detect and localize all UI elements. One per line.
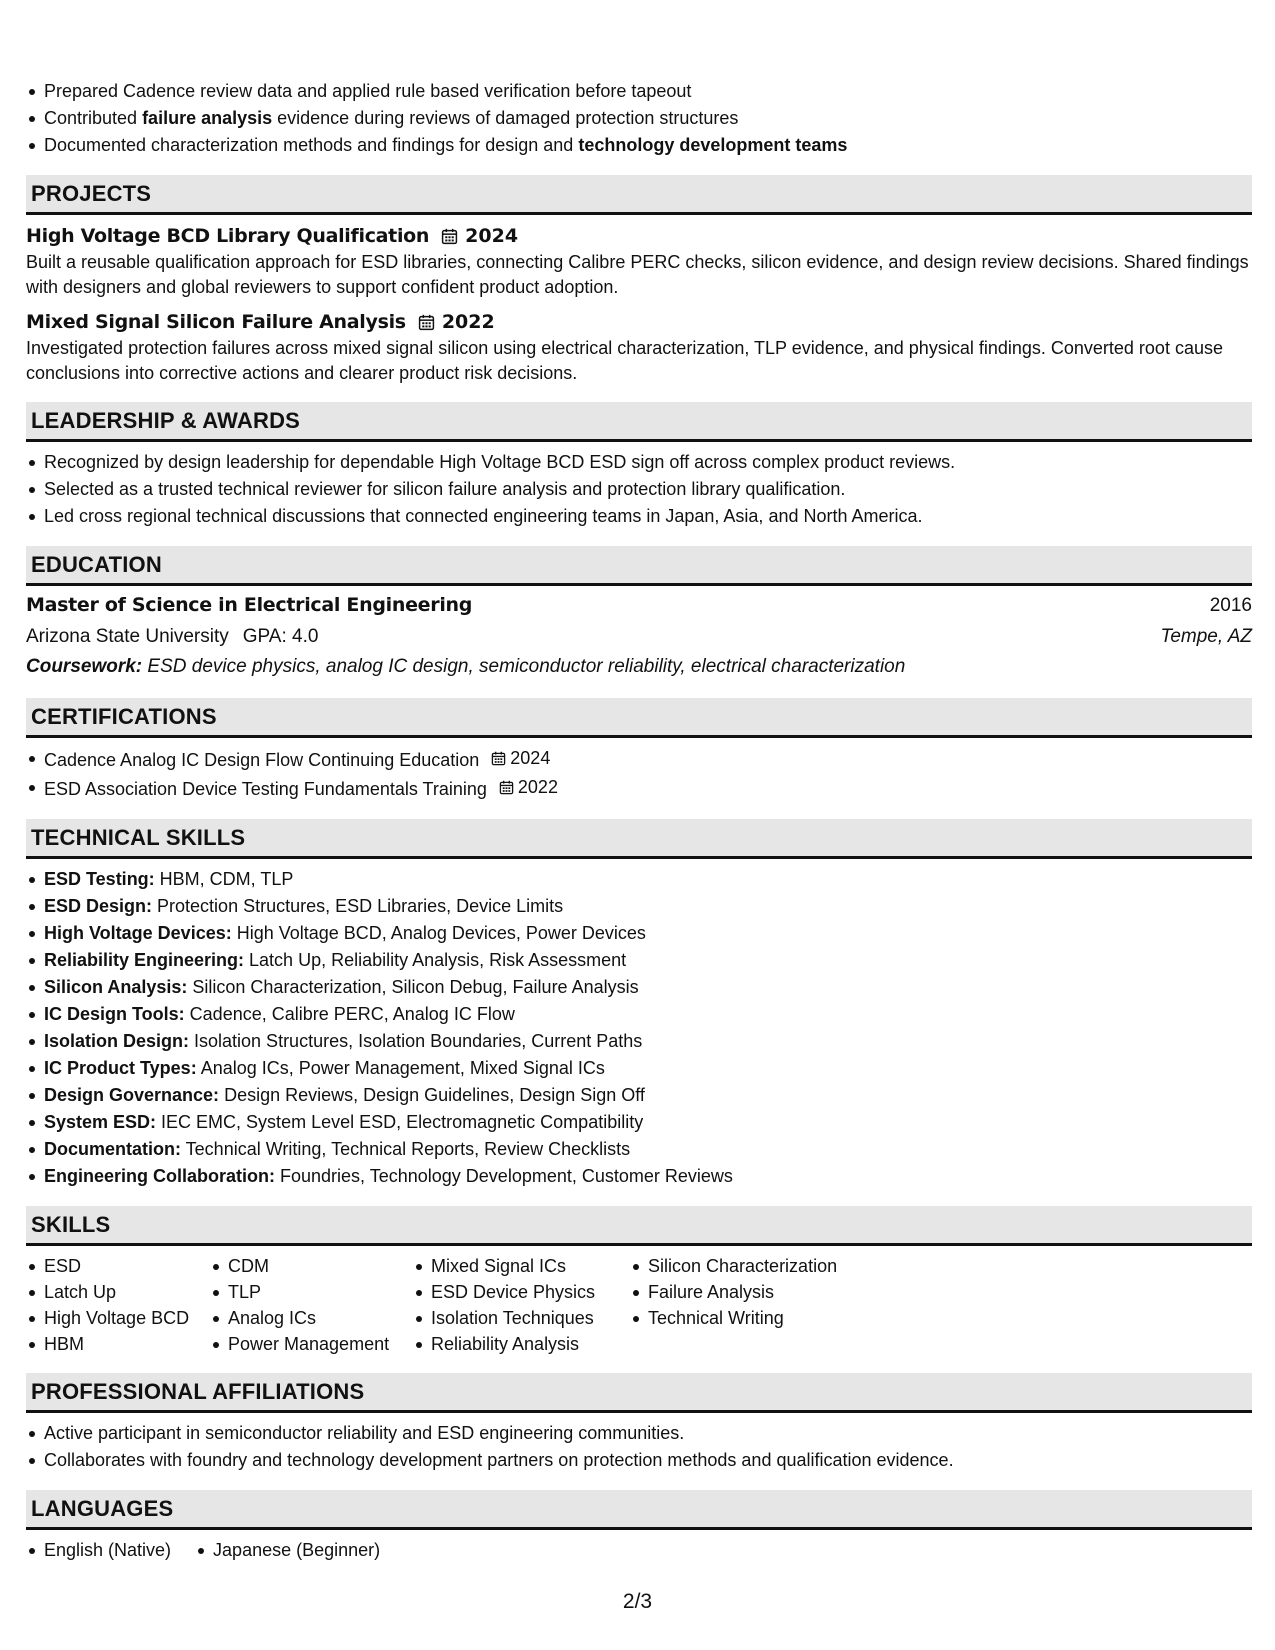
page-number: 2/3 xyxy=(622,1590,653,1613)
project-title: Mixed Signal Silicon Failure Analysis 2022 xyxy=(26,311,495,333)
skills-section xyxy=(26,1206,1252,1357)
list-item: Silicon Characterization xyxy=(630,1253,837,1279)
experience-bullets xyxy=(26,78,1252,159)
list-item: ESD Device Physics xyxy=(413,1279,630,1305)
list-item: Documentation: Technical Writing, Technical Reports, Review Checklists xyxy=(26,1136,1252,1163)
list-item: Analog ICs xyxy=(210,1305,413,1331)
list-item: Selected as a trusted technical reviewer for silicon failure analysis and protection library qualification. xyxy=(26,476,1252,503)
section-heading: LEADERSHIP & AWARDS xyxy=(26,402,1252,442)
coursework: Coursework: ESD device physics, analog IC design, semiconductor reliability, electrical characterization xyxy=(26,656,906,677)
list-item: Collaborates with foundry and technology development partners on protection methods and qualification evidence. xyxy=(26,1447,1252,1474)
list-item: Japanese (Beginner) xyxy=(195,1537,380,1563)
degree-title: Master of Science in Electrical Engineering xyxy=(26,594,473,616)
leadership-section xyxy=(26,402,1252,530)
list-item: IC Product Types: Analog ICs, Power Management, Mixed Signal ICs xyxy=(26,1055,1252,1082)
list-item: ESD Design: Protection Structures, ESD Libraries, Device Limits xyxy=(26,893,1252,920)
calendar-icon xyxy=(418,314,435,331)
list-item: ESD Association Device Testing Fundamentals Training 2022 xyxy=(26,774,1252,803)
project-title: High Voltage BCD Library Qualification 2024 xyxy=(26,225,519,247)
school-line xyxy=(26,621,318,652)
list-item: Isolation Techniques xyxy=(413,1305,630,1331)
list-item: High Voltage Devices: High Voltage BCD, Analog Devices, Power Devices xyxy=(26,920,1252,947)
list-item: Cadence Analog IC Design Flow Continuing Education 2024 xyxy=(26,745,1252,774)
languages-section xyxy=(26,1490,1252,1563)
list-item: Led cross regional technical discussions that connected engineering teams in Japan, Asia, and North America. xyxy=(26,503,1252,530)
list-item: Documented characterization methods and findings for design and technology development teams xyxy=(26,132,1252,159)
graduation-year: 2016 xyxy=(1209,595,1252,616)
section-heading: EDUCATION xyxy=(26,546,1252,586)
list-item: Power Management xyxy=(210,1331,413,1357)
list-item: Isolation Design: Isolation Structures, Isolation Boundaries, Current Paths xyxy=(26,1028,1252,1055)
technical-skills-list xyxy=(26,866,1252,1190)
list-item: TLP xyxy=(210,1279,413,1305)
calendar-icon xyxy=(491,751,506,766)
list-item: Mixed Signal ICs xyxy=(413,1253,630,1279)
list-item: Engineering Collaboration: Foundries, Technology Development, Customer Reviews xyxy=(26,1163,1252,1190)
list-item: Design Governance: Design Reviews, Design Guidelines, Design Sign Off xyxy=(26,1082,1252,1109)
calendar-icon xyxy=(441,228,458,245)
list-item: Active participant in semiconductor reliability and ESD engineering communities. xyxy=(26,1420,1252,1447)
list-item: ESD xyxy=(26,1253,210,1279)
list-item: Reliability Analysis xyxy=(413,1331,630,1357)
list-item: Contributed failure analysis evidence during reviews of damaged protection structures xyxy=(26,105,1252,132)
projects-section xyxy=(26,175,1252,386)
project-description: Built a reusable qualification approach for ESD libraries, connecting Calibre PERC checks, silicon evidence, and design review decisions. Shared findings with designers and global reviewers to support confident product adoption. xyxy=(26,252,1249,297)
list-item: CDM xyxy=(210,1253,413,1279)
project-description: Investigated protection failures across mixed signal silicon using electrical characterization, TLP evidence, and physical findings. Converted root cause conclusions into corrective actions and clearer product risk decisions. xyxy=(26,338,1223,383)
section-heading: LANGUAGES xyxy=(26,1490,1252,1530)
list-item: Failure Analysis xyxy=(630,1279,837,1305)
skills-column xyxy=(26,1253,210,1357)
list-item: ESD Testing: HBM, CDM, TLP xyxy=(26,866,1252,893)
affiliations-section xyxy=(26,1373,1252,1474)
skills-column xyxy=(413,1253,630,1357)
list-item: System ESD: IEC EMC, System Level ESD, Electromagnetic Compatibility xyxy=(26,1109,1252,1136)
calendar-icon xyxy=(499,780,514,795)
list-item: Silicon Analysis: Silicon Characterization, Silicon Debug, Failure Analysis xyxy=(26,974,1252,1001)
skills-column xyxy=(630,1253,837,1357)
list-item: HBM xyxy=(26,1331,210,1357)
list-item: IC Design Tools: Cadence, Calibre PERC, Analog IC Flow xyxy=(26,1001,1252,1028)
section-heading: SKILLS xyxy=(26,1206,1252,1246)
technical-skills-section xyxy=(26,819,1252,1190)
school-name: Arizona State University xyxy=(26,626,229,647)
certifications-section xyxy=(26,698,1252,803)
skills-grid xyxy=(26,1253,1252,1357)
list-item: Recognized by design leadership for dependable High Voltage BCD ESD sign off across complex product reviews. xyxy=(26,449,1252,476)
skills-column xyxy=(210,1253,413,1357)
section-heading: PROJECTS xyxy=(26,175,1252,215)
section-heading: CERTIFICATIONS xyxy=(26,698,1252,738)
resume-page xyxy=(26,78,1252,1563)
education-section xyxy=(26,546,1252,682)
school-location: Tempe, AZ xyxy=(1160,626,1252,647)
section-heading: TECHNICAL SKILLS xyxy=(26,819,1252,859)
list-item: High Voltage BCD xyxy=(26,1305,210,1331)
section-heading: PROFESSIONAL AFFILIATIONS xyxy=(26,1373,1252,1413)
list-item: Latch Up xyxy=(26,1279,210,1305)
list-item: Technical Writing xyxy=(630,1305,837,1331)
list-item: Prepared Cadence review data and applied rule based verification before tapeout xyxy=(26,78,1252,105)
gpa: GPA: 4.0 xyxy=(242,626,319,647)
list-item: English (Native) xyxy=(26,1537,171,1563)
list-item: Reliability Engineering: Latch Up, Reliability Analysis, Risk Assessment xyxy=(26,947,1252,974)
